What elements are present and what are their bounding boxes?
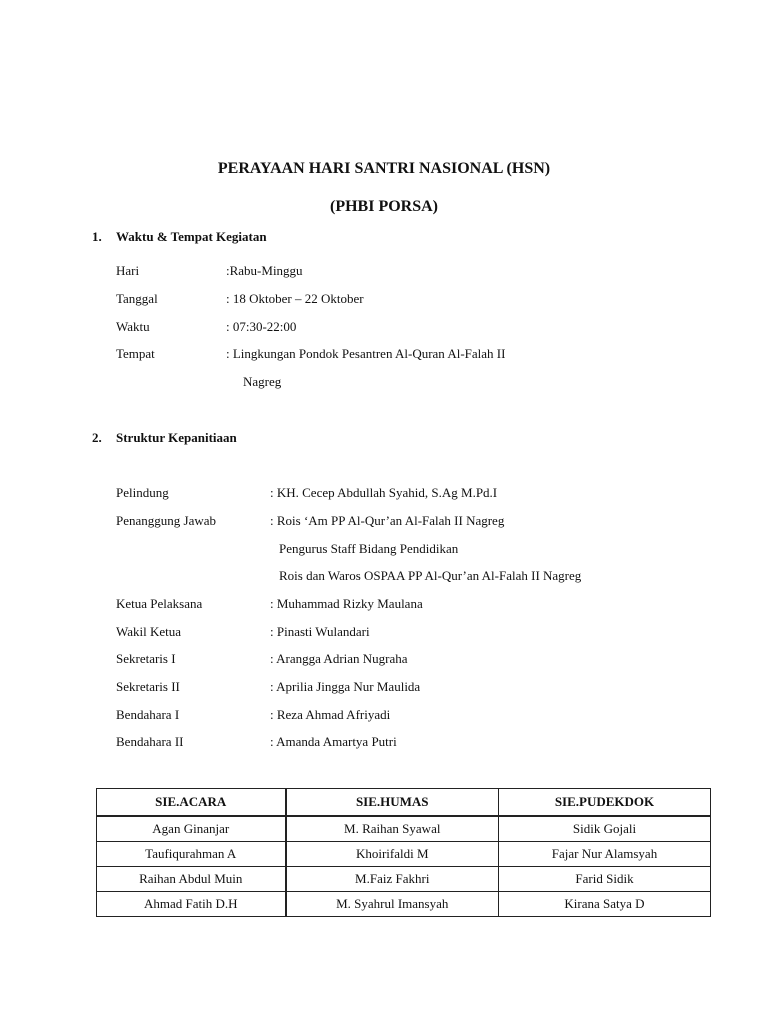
committee-label-bendahara-1: Bendahara I <box>116 707 180 722</box>
section1-number: 1. <box>92 229 102 244</box>
table-cell: M. Syahrul Imansyah <box>286 892 499 917</box>
info-value-hari: :Rabu-Minggu <box>226 263 303 278</box>
info-label-hari: Hari <box>116 263 140 278</box>
table-cell: Kirana Satya D <box>499 892 711 917</box>
table-cell: Agan Ginanjar <box>97 816 286 842</box>
table-cell: Taufiqurahman A <box>97 842 286 867</box>
committee-value-sekretaris-2: : Aprilia Jingga Nur Maulida <box>270 679 421 694</box>
table-cell: Sidik Gojali <box>499 816 711 842</box>
section2-heading: Struktur Kepanitiaan <box>116 430 237 445</box>
info-label-tanggal: Tanggal <box>116 291 158 306</box>
column-header-sie-humas: SIE.HUMAS <box>286 789 499 817</box>
table-cell: Farid Sidik <box>499 867 711 892</box>
committee-label-wakil-ketua: Wakil Ketua <box>116 624 182 639</box>
committee-label-ketua: Ketua Pelaksana <box>116 596 203 611</box>
table-header-row <box>97 789 711 817</box>
table-cell: Khoirifaldi M <box>286 842 499 867</box>
committee-value-bendahara-2: : Amanda Amartya Putri <box>270 734 397 749</box>
committee-value-sekretaris-1: : Arangga Adrian Nugraha <box>270 651 408 666</box>
sie-table <box>96 788 711 917</box>
column-header-sie-acara: SIE.ACARA <box>97 789 286 817</box>
committee-value-penanggung-jawab: : Rois ‘Am PP Al-Qur’an Al-Falah II Nagreg <box>270 513 505 528</box>
committee-value-wakil-ketua: : Pinasti Wulandari <box>270 624 370 639</box>
info-value-waktu: : 07:30-22:00 <box>226 319 297 334</box>
table-row <box>97 867 711 892</box>
committee-label-sekretaris-2: Sekretaris II <box>116 679 180 694</box>
table-row <box>97 892 711 917</box>
table-row <box>97 816 711 842</box>
committee-value-bendahara-1: : Reza Ahmad Afriyadi <box>270 707 391 722</box>
table-row <box>97 842 711 867</box>
info-label-waktu: Waktu <box>116 319 150 334</box>
info-value-tempat-continuation: Nagreg <box>243 374 282 389</box>
committee-label-sekretaris-1: Sekretaris I <box>116 651 176 666</box>
document-title: PERAYAAN HARI SANTRI NASIONAL (HSN) <box>217 160 551 177</box>
committee-label-pelindung: Pelindung <box>116 485 169 500</box>
committee-value-pelindung: : KH. Cecep Abdullah Syahid, S.Ag M.Pd.I <box>270 485 498 500</box>
info-label-tempat: Tempat <box>116 346 155 361</box>
info-value-tanggal: : 18 Oktober – 22 Oktober <box>226 291 364 306</box>
table-cell: Fajar Nur Alamsyah <box>499 842 711 867</box>
info-value-tempat: : Lingkungan Pondok Pesantren Al-Quran Al-Falah II <box>226 346 506 361</box>
section2-number: 2. <box>92 430 102 445</box>
section1-heading: Waktu & Tempat Kegiatan <box>116 229 267 244</box>
committee-label-penanggung-jawab: Penanggung Jawab <box>116 513 217 528</box>
table-cell: M. Raihan Syawal <box>286 816 499 842</box>
committee-value-pengurus-staff: Pengurus Staff Bidang Pendidikan <box>279 541 459 556</box>
table-cell: Raihan Abdul Muin <box>97 867 286 892</box>
committee-value-rois-waros: Rois dan Waros OSPAA PP Al-Qur’an Al-Falah II Nagreg <box>279 568 582 583</box>
committee-value-ketua: : Muhammad Rizky Maulana <box>270 596 423 611</box>
document-subtitle: (PHBI PORSA) <box>330 198 438 215</box>
committee-label-bendahara-2: Bendahara II <box>116 734 184 749</box>
table-cell: Ahmad Fatih D.H <box>97 892 286 917</box>
column-header-sie-pudekdok: SIE.PUDEKDOK <box>499 789 711 817</box>
table-cell: M.Faiz Fakhri <box>286 867 499 892</box>
